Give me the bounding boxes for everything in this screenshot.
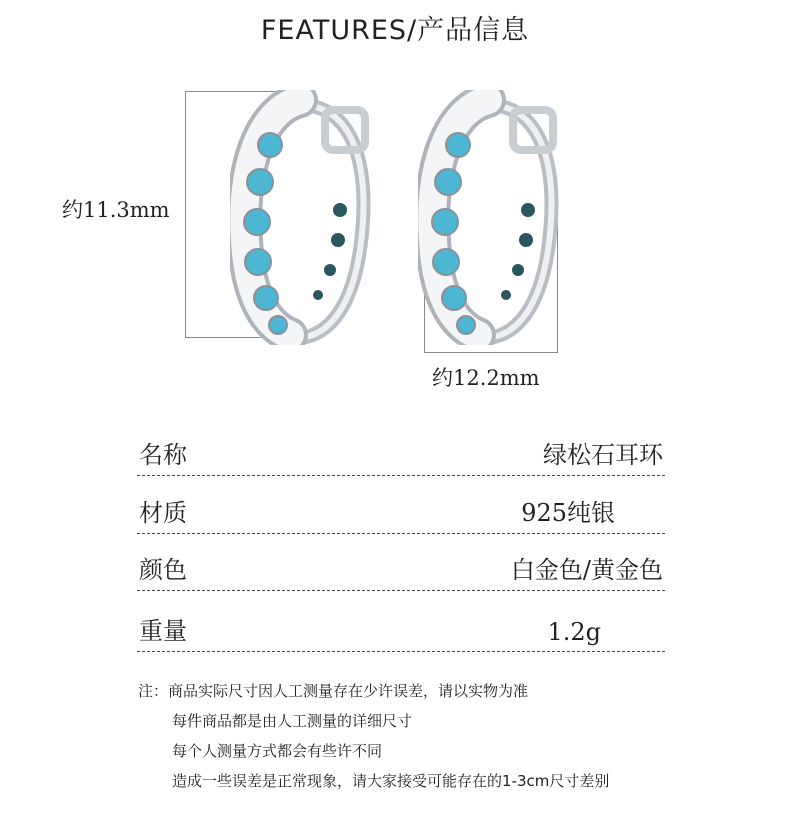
page-title: FEATURES/产品信息 (260, 15, 530, 46)
note-line: 造成一些误差是正常现象，请大家接受可能存在的1-3cm尺寸差别 (172, 772, 610, 790)
earring-image-left (230, 90, 380, 345)
spec-label: 颜色 (139, 556, 187, 584)
spec-label: 重量 (139, 617, 187, 645)
note-line: 每件商品都是由人工测量的详细尺寸 (172, 712, 413, 730)
spec-label: 名称 (139, 441, 187, 469)
divider (137, 590, 665, 591)
earring-image-right (418, 90, 568, 345)
divider (137, 533, 665, 534)
height-dimension-label: 约11.3mm (62, 198, 170, 222)
spec-label: 材质 (139, 499, 187, 527)
spec-row-material (137, 494, 665, 534)
note-line: 注：商品实际尺寸因人工测量存在少许误差，请以实物为准 (138, 682, 529, 700)
spec-value: 绿松石耳环 (543, 441, 663, 469)
note-line: 每个人测量方式都会有些许不同 (172, 742, 383, 760)
spec-value: 白金色/黄金色 (510, 556, 663, 584)
spec-value: 925纯银 (521, 499, 615, 527)
spec-row-color (137, 551, 665, 591)
spec-value: 1.2g (547, 618, 601, 646)
divider (137, 651, 665, 652)
width-dimension-label: 约12.2mm (432, 366, 540, 390)
spec-row-name (137, 436, 665, 476)
spec-row-weight (137, 612, 665, 652)
divider (137, 475, 665, 476)
